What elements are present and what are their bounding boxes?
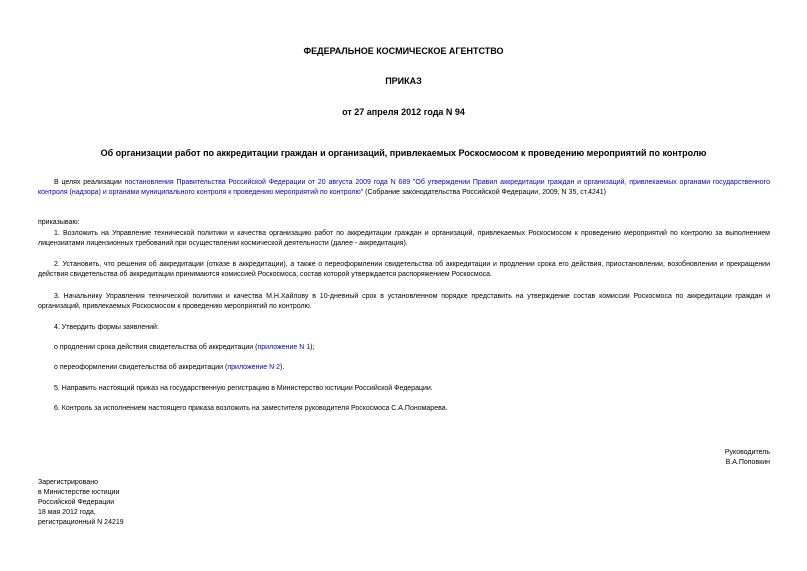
appendix-1-link[interactable]: приложение N 1 [257,344,311,351]
order-item-1: 1. Возложить на Управление технической политики и качества организацию работ по аккредитации граждан и организаций, привлекаемых Роскосмосом к проведению мероприятий по контролю за выполнением лицензиатами лицензионных требований при осуществлении космической деятельности (далее - аккредитация). [38,230,770,247]
order-item-2: 2. Установить, что решения об аккредитации (отказе в аккредитации), а также о переоформлении свидетельства об аккредитации и продлении срока его действия, приостановлении, возобновлении и прекращении действия свидетельства об аккредитации принимаются комиссией Роскосмоса, состав которой утверждается распоряжением Роскосмоса. [38,261,770,278]
government-decree-link[interactable]: постановления Правительства Российской Федерации от 20 августа 2009 года N 689 "Об утверждении Правил аккредитации граждан и организаций, привлекаемых органами государственного контроля (надзора) и органами муниципального контроля к проведению мероприятий по контролю" [38,179,770,196]
signature-name: В.А.Поповкин [725,459,770,466]
registration-line-5: регистрационный N 24219 [38,519,124,526]
doc-date-number: от 27 апреля 2012 года N 94 [342,107,465,117]
form-2-suffix: ). [280,364,285,371]
order-item-4: 4. Утвердить формы заявлений: [54,324,159,331]
registration-line-2: в Министерстве юстиции [38,489,120,496]
orders-word: приказываю: [38,219,80,226]
registration-line-1: Зарегистрировано [38,479,98,486]
registration-block [38,478,124,528]
order-item-5: 5. Направить настоящий приказ на государственную регистрацию в Министерство юстиции Российской Федерации. [54,385,433,392]
appendix-2-link[interactable]: приложение N 2 [227,364,281,371]
form-2-line [38,363,770,373]
preamble-suffix: (Собрание законодательства Российской Федерации, 2009, N 35, ст.4241) [363,189,607,196]
order-item-6: 6. Контроль за исполнением настоящего приказа возложить на заместителя руководителя Роскосмоса С.А.Пономарева. [54,405,448,412]
agency-name: ФЕДЕРАЛЬНОЕ КОСМИЧЕСКОЕ АГЕНТСТВО [303,46,504,56]
preamble-prefix: В целях реализации [54,179,122,186]
form-1-prefix: о продлении срока действия свидетельства об аккредитации ( [54,344,258,351]
preamble [38,178,770,198]
registration-line-4: 18 мая 2012 года, [38,509,96,516]
order-item-3: 3. Начальнику Управления технической политики и качества М.Н.Хайлову в 10-дневный срок в установленном порядке представить на утверждение состав комиссии Роскосмоса по аккредитации граждан и организаций, привлекаемых Роскосмосом к проведению мероприятий по контролю. [38,293,770,310]
form-2-prefix: о переоформлении свидетельства об аккредитации ( [54,364,228,371]
registration-line-3: Российской Федерации [38,499,115,506]
form-1-line [38,343,770,353]
doc-title: Об организации работ по аккредитации граждан и организаций, привлекаемых Роскосмосом к проведению мероприятий по контролю [100,148,707,158]
doc-type: ПРИКАЗ [385,76,422,86]
signature-role: Руководитель [724,449,770,456]
form-1-suffix: ); [310,344,315,351]
